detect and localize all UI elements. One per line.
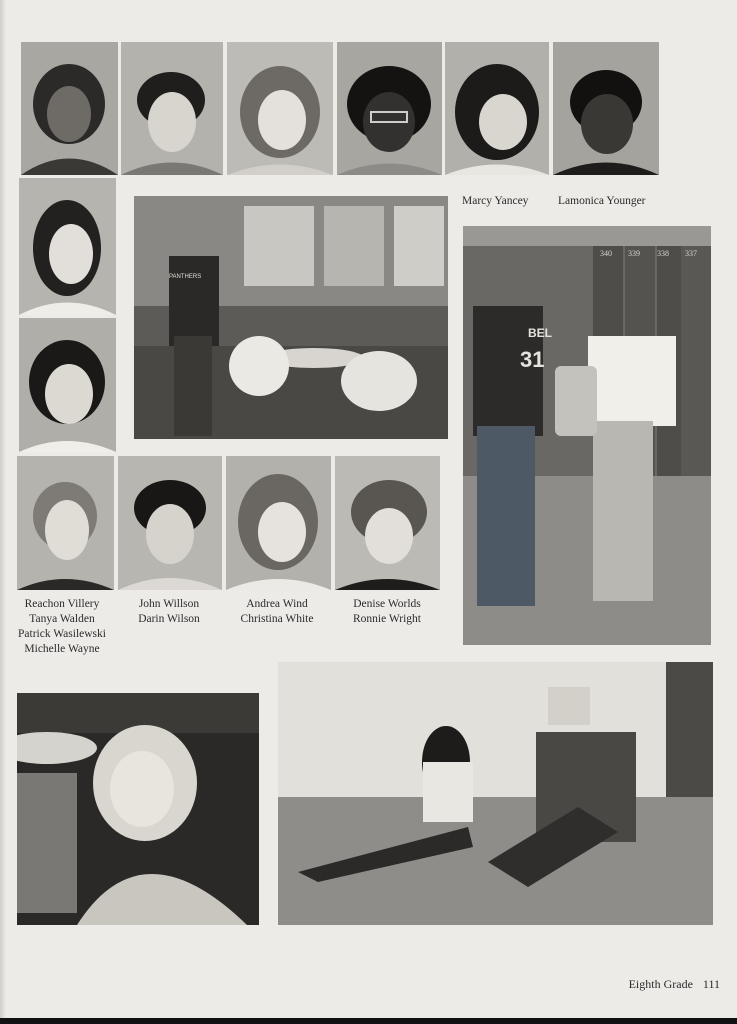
locker-number: 339 bbox=[628, 249, 640, 258]
student-name: Patrick Wasilewski bbox=[18, 628, 106, 640]
locker-number: 337 bbox=[685, 249, 697, 258]
student-name: Denise Worlds bbox=[353, 598, 421, 610]
portrait-photo bbox=[553, 42, 659, 175]
caption-column-3 bbox=[227, 597, 327, 627]
jersey-number: 31 bbox=[520, 347, 545, 372]
student-name: Michelle Wayne bbox=[24, 643, 100, 655]
student-name: Tanya Walden bbox=[29, 613, 95, 625]
portrait-photo bbox=[227, 42, 333, 175]
student-name: John Willson bbox=[138, 598, 200, 610]
portrait-photo bbox=[335, 456, 440, 590]
page-number: 111 bbox=[702, 977, 720, 991]
cafeteria-candid-photo bbox=[134, 196, 448, 439]
portrait-photo bbox=[19, 318, 116, 452]
portrait-photo bbox=[118, 456, 222, 590]
jersey-team: BEL bbox=[528, 326, 552, 340]
hallway-floor-candid-photo bbox=[278, 662, 713, 925]
caption-column-4 bbox=[337, 597, 437, 627]
page-binding-shadow bbox=[0, 0, 6, 1024]
portrait-photo bbox=[21, 42, 118, 175]
portrait-photo bbox=[445, 42, 549, 175]
cafeteria-shirt-text: PANTHERS bbox=[169, 274, 202, 280]
locker-number: 338 bbox=[657, 249, 669, 258]
student-name: Ronnie Wright bbox=[352, 613, 421, 625]
portrait-photo bbox=[337, 42, 442, 175]
caption-column-2 bbox=[119, 597, 219, 627]
portrait-photo bbox=[17, 456, 114, 590]
student-name: Christina White bbox=[240, 613, 314, 625]
locker-hallway-photo bbox=[463, 226, 711, 645]
glasses-girl-candid-photo bbox=[17, 693, 259, 925]
section-title: Eighth Grade bbox=[628, 977, 693, 991]
caption-marcy-yancey: Marcy Yancey bbox=[462, 195, 529, 207]
caption-lamonica-younger: Lamonica Younger bbox=[558, 195, 646, 207]
scan-bottom-edge bbox=[0, 1018, 737, 1024]
caption-column-1 bbox=[12, 597, 112, 657]
portrait-photo bbox=[226, 456, 331, 590]
portrait-photo bbox=[121, 42, 223, 175]
student-name: Andrea Wind bbox=[246, 598, 308, 610]
portrait-photo bbox=[19, 178, 116, 315]
student-name: Darin Wilson bbox=[138, 613, 200, 625]
student-name: Reachon Villery bbox=[24, 598, 100, 610]
page-footer bbox=[590, 977, 720, 992]
locker-number: 340 bbox=[600, 249, 612, 258]
